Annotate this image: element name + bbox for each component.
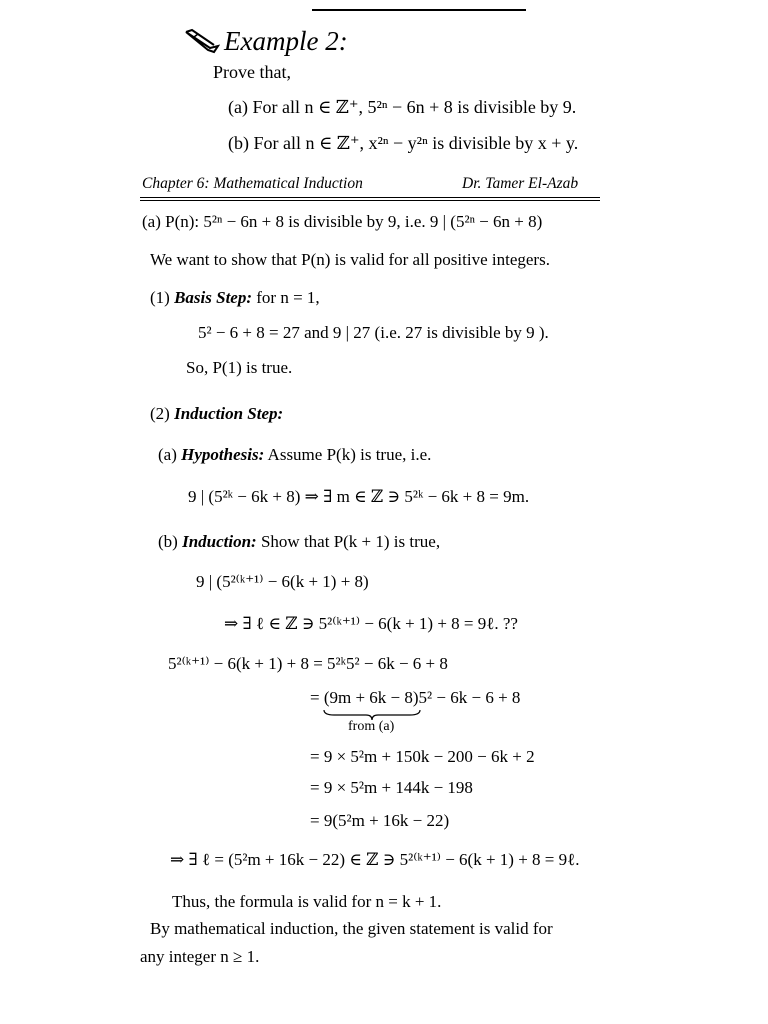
part-b: (b) For all n ∈ ℤ⁺, x²ⁿ − y²ⁿ is divisible by x + y. <box>228 133 579 153</box>
hyp-text: Assume P(k) is true, i.e. <box>264 445 432 464</box>
basis-conclusion: So, P(1) is true. <box>186 358 293 377</box>
prove-line: Prove that, <box>213 62 291 82</box>
basis-text: for n = 1, <box>252 288 320 307</box>
pn-statement: (a) P(n): 5²ⁿ − 6n + 8 is divisible by 9, i.e. 9 | (5²ⁿ − 6n + 8) <box>142 212 543 231</box>
hypothesis-line <box>158 445 431 465</box>
want-line: We want to show that P(n) is valid for all positive integers. <box>150 250 550 269</box>
ind-text: Show that P(k + 1) is true, <box>256 532 441 551</box>
ind-label: Induction: <box>182 532 257 551</box>
induction-eq-1: 9 | (5²⁽ᵏ⁺¹⁾ − 6(k + 1) + 8) <box>196 572 369 591</box>
example-title: Example 2: <box>224 26 348 56</box>
induction-label: Induction Step: <box>174 404 284 423</box>
basis-step-line <box>150 288 320 308</box>
basis-equation: 5² − 6 + 8 = 27 and 9 | 27 (i.e. 27 is divisible by 9 ). <box>198 323 549 342</box>
part-a: (a) For all n ∈ ℤ⁺, 5²ⁿ − 6n + 8 is divisible by 9. <box>228 97 577 117</box>
thus-line: Thus, the formula is valid for n = k + 1. <box>172 892 442 911</box>
pencil-icon <box>184 28 220 54</box>
header-rule-1 <box>140 197 600 198</box>
hypothesis-equation: 9 | (5²ᵏ − 6k + 8) ⇒ ∃ m ∈ ℤ ∋ 5²ᵏ − 6k + 8 = 9m. <box>188 487 530 506</box>
basis-label: Basis Step: <box>174 288 253 307</box>
induction-step-line <box>150 404 283 424</box>
calc-line-5: = 9(5²m + 16k − 22) <box>310 811 450 830</box>
top-rule <box>312 9 526 11</box>
header-rule-2 <box>140 200 600 201</box>
hyp-label: Hypothesis: <box>181 445 265 464</box>
author-name: Dr. Tamer El-Azab <box>462 175 579 192</box>
calc-line-4: = 9 × 5²m + 144k − 198 <box>310 778 473 797</box>
chapter-title: Chapter 6: Mathematical Induction <box>142 175 363 192</box>
calc-line-3: = 9 × 5²m + 150k − 200 − 6k + 2 <box>310 747 535 766</box>
example-heading <box>184 26 348 57</box>
final-line-1: By mathematical induction, the given statement is valid for <box>150 919 553 938</box>
calc-line-2: = (9m + 6k − 8)5² − 6k − 6 + 8 <box>310 688 521 707</box>
ind-num: (b) <box>158 532 178 551</box>
final-line-2: any integer n ≥ 1. <box>140 947 260 966</box>
calc-line-1: 5²⁽ᵏ⁺¹⁾ − 6(k + 1) + 8 = 5²ᵏ5² − 6k − 6 + 8 <box>168 654 448 673</box>
induction-eq-2: ⇒ ∃ ℓ ∈ ℤ ∋ 5²⁽ᵏ⁺¹⁾ − 6(k + 1) + 8 = 9ℓ. ?? <box>224 614 518 633</box>
hyp-num: (a) <box>158 445 177 464</box>
calc-line-6: ⇒ ∃ ℓ = (5²m + 16k − 22) ∈ ℤ ∋ 5²⁽ᵏ⁺¹⁾ − 6(k + 1) + 8 = 9ℓ. <box>170 850 580 869</box>
basis-num: (1) <box>150 288 170 307</box>
induction-num: (2) <box>150 404 170 423</box>
induction-line <box>158 532 440 552</box>
from-note: from (a) <box>348 719 395 734</box>
